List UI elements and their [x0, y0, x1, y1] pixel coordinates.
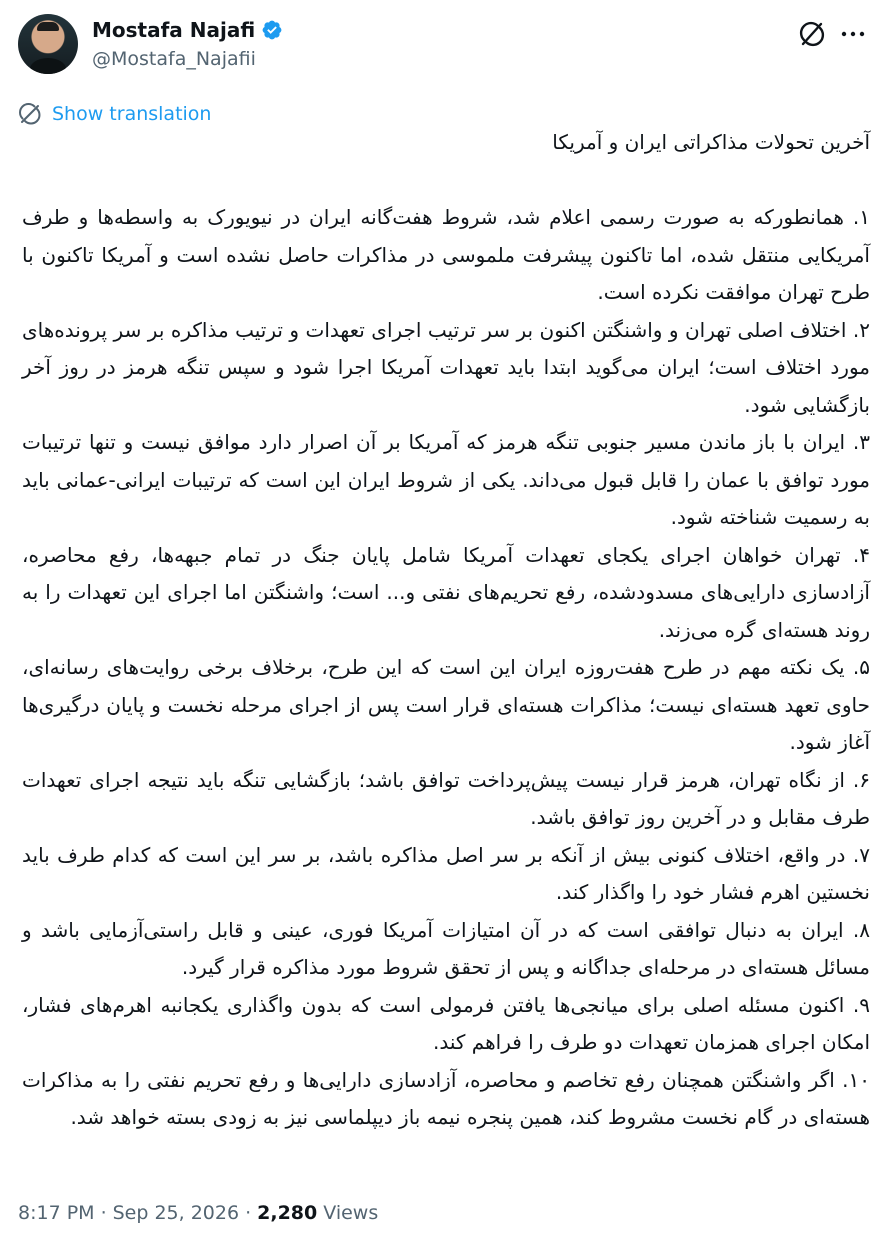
views-label: Views — [323, 1202, 379, 1224]
author-display-name[interactable]: Mostafa Najafi — [92, 18, 256, 42]
verified-badge-icon[interactable] — [261, 19, 283, 41]
meta-separator: · — [245, 1202, 252, 1224]
post-paragraph-10: ۱۰. اگر واشنگتن همچنان رفع تخاصم و محاصره، آزادسازی دارایی‌ها و رفع تحریم نفتی را به مذاکرات هسته‌ای در گام نخست مشروط کند، همین پنجره نیمه باز دیپلماسی نیز به زودی بسته خواهد شد. — [22, 1067, 870, 1129]
grok-icon[interactable] — [798, 20, 826, 48]
meta-separator: · — [100, 1202, 107, 1224]
post-paragraph-8: ۸. ایران به دنبال توافقی است که در آن امتیازات آمریکا فوری، عینی و قابل راستی‌آزمایی باشد و مسائل هسته‌ای در مرحله‌ای جداگانه و پس از تحقق شروط مورد مذاکره قرار گیرد. — [22, 917, 870, 979]
post-paragraph-4: ۴. تهران خواهان اجرای یکجای تعهدات آمریکا شامل پایان جنگ در تمام جبهه‌ها، رفع محاصره، آزادسازی دارایی‌های مسدودشده، رفع تحریم‌های نفتی و... است؛ واشنگتن اما اجرای این تعهدات را به روند هسته‌ای گره می‌زند. — [22, 542, 870, 642]
post-header — [18, 14, 878, 78]
post-blank-line — [22, 162, 870, 200]
show-translation-label[interactable]: Show translation — [52, 103, 212, 125]
author-avatar[interactable] — [18, 14, 78, 74]
post-time[interactable]: 8:17 PM — [18, 1202, 95, 1224]
post-paragraph-7: ۷. در واقع، اختلاف کنونی بیش از آنکه بر سر اصل مذاکره باشد، بر سر این است که کدام طرف باید نخستین اهرم فشار خود را واگذار کند. — [22, 842, 870, 904]
post-title: آخرین تحولات مذاکراتی ایران و آمریکا — [552, 130, 870, 154]
post-date[interactable]: Sep 25, 2026 — [112, 1202, 240, 1224]
translate-icon — [18, 102, 42, 126]
views-count[interactable]: 2,280 — [257, 1202, 318, 1224]
show-translation-link[interactable] — [18, 102, 211, 126]
author-handle[interactable]: @Mostafa_Najafii — [92, 48, 256, 70]
post-text — [22, 124, 870, 1137]
post-meta — [18, 1202, 378, 1224]
post-paragraph-3: ۳. ایران با باز ماندن مسیر جنوبی تنگه هرمز که آمریکا بر آن اصرار دارد موافق نیست و تنها ترتیبات مورد توافق با عمان را قابل قبول می‌داند. یکی از شروط ایران این است که ترتیبات ایرانی-عمانی باید به رسمیت شناخته شود. — [22, 430, 870, 529]
post-paragraph-9: ۹. اکنون مسئله اصلی برای میانجی‌ها یافتن فرمولی است که بدون واگذاری یکجانبه اهرم‌های فشار، امکان اجرای همزمان تعهدات دو طرف را فراهم کند. — [22, 992, 870, 1054]
post-paragraph-6: ۶. از نگاه تهران، هرمز قرار نیست پیش‌پرداخت توافق باشد؛ بازگشایی تنگه باید نتیجه اجرای تعهدات طرف مقابل و در آخرین روز توافق باشد. — [22, 767, 870, 829]
more-dots-icon[interactable] — [838, 20, 868, 48]
post-paragraph-5: ۵. یک نکته مهم در طرح هفت‌روزه ایران این است که این طرح، برخلاف برخی روایت‌های رسانه‌ای، حاوی تعهد هسته‌ای نیست؛ مذاکرات هسته‌ای قرار است پس از اجرای مرحله نخست و پایان درگیری‌ها آغاز شود. — [22, 655, 870, 754]
post-paragraph-1: ۱. همانطورکه به صورت رسمی اعلام شد، شروط هفت‌گانه ایران در نیویورک به واسطه‌ها و طرف آمریکایی منتقل شده، اما تاکنون پیشرفت ملموسی در مذاکرات حاصل نشده است و آمریکا تاکنون با طرح تهران موافقت نکرده است. — [22, 205, 870, 304]
author-name-row — [92, 18, 283, 42]
post-paragraph-2: ۲. اختلاف اصلی تهران و واشنگتن اکنون بر سر ترتیب اجرای تعهدات و ترتیب مذاکره بر سر پرونده‌های مورد اختلاف است؛ ایران می‌گوید ابتدا باید تعهدات آمریکا اجرا شود و سپس تنگه هرمز در روز آخر بازگشایی شود. — [22, 317, 870, 417]
